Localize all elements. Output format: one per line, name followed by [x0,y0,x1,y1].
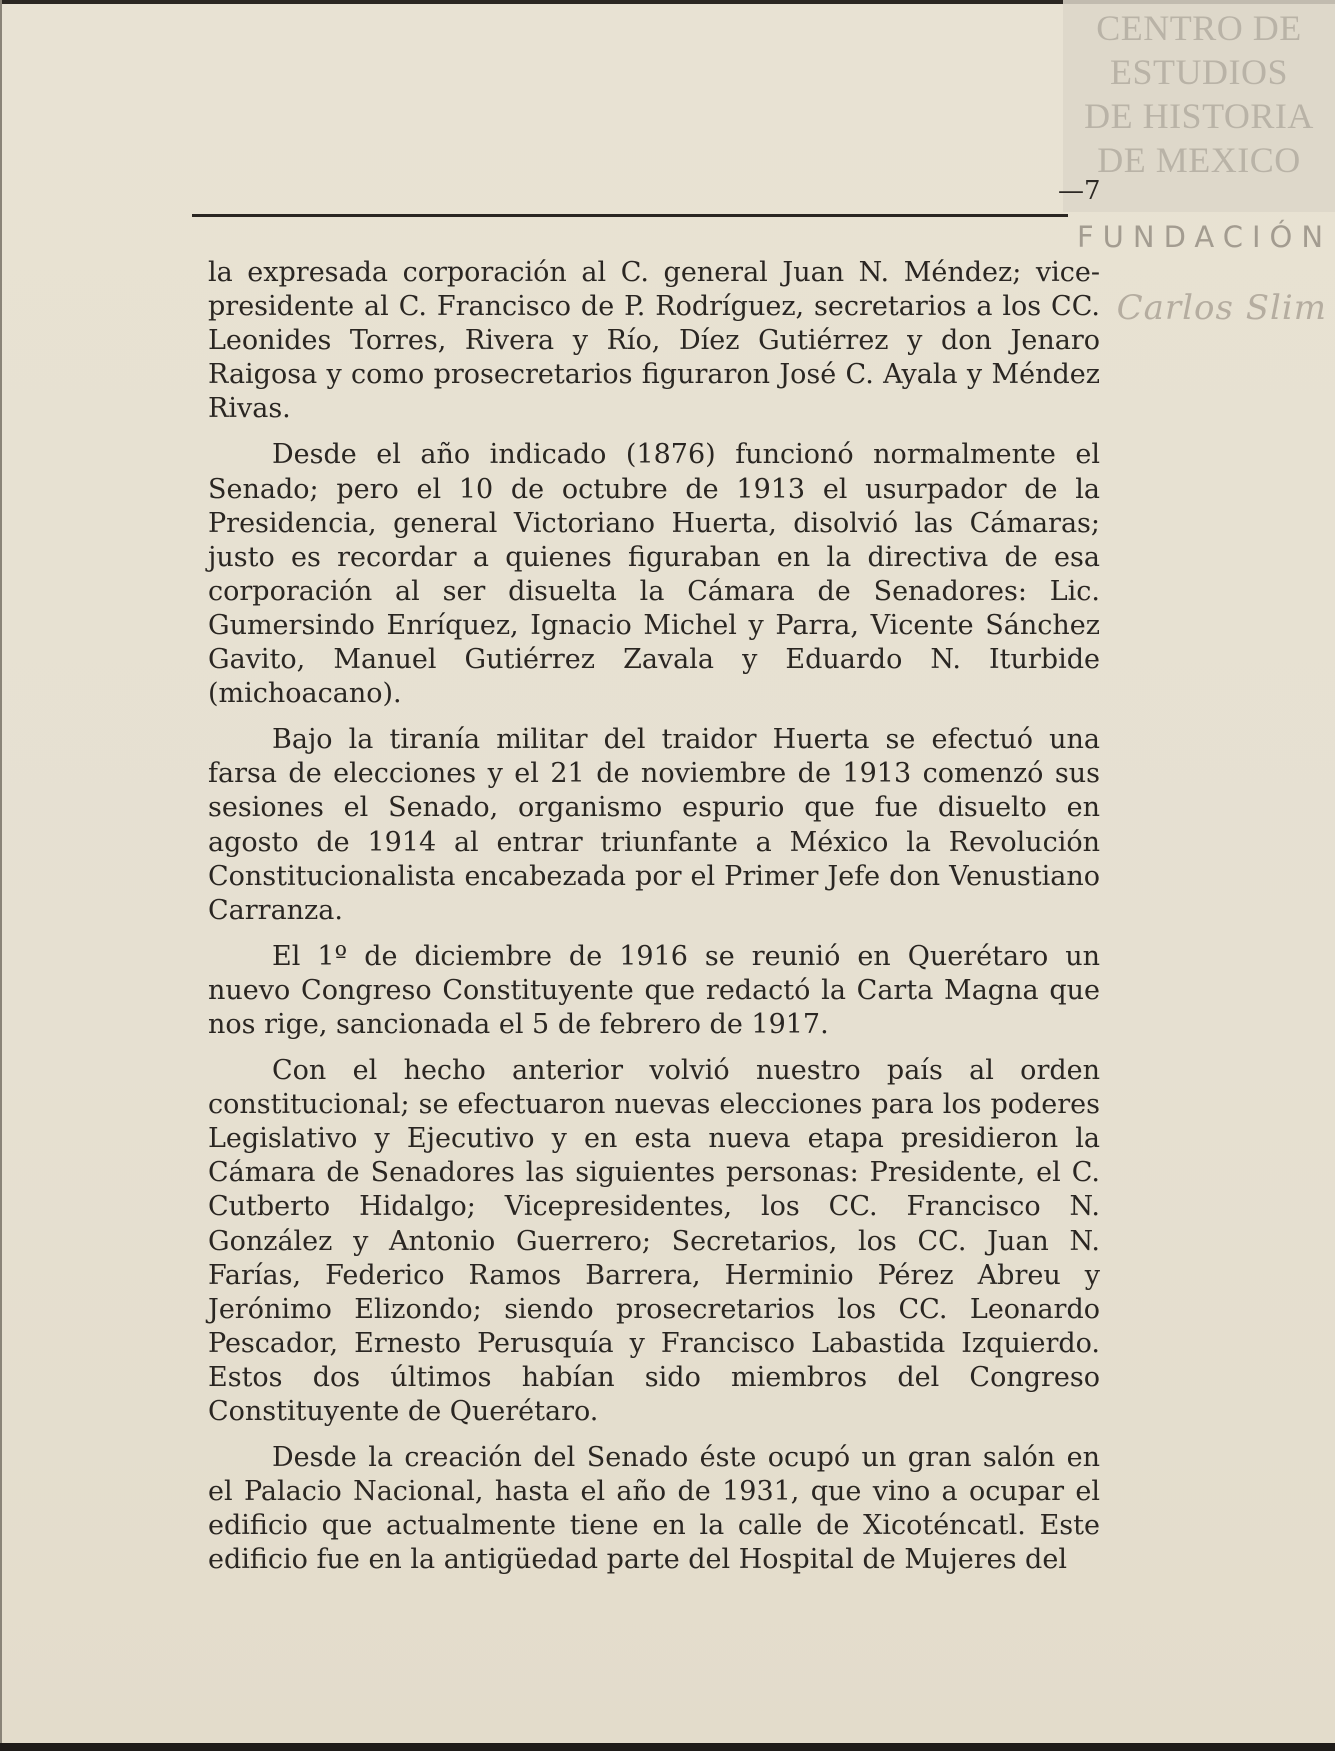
paragraph-2: Desde el año indicado (1876) funcionó normalmente el Senado; pero el 10 de octubre de 1913 el usurpador de la Presidencia, general Victoriano Huerta, disolvió las Cámaras; justo es recordar a quienes figuraban en la directiva de esa corporación al ser disuelta la Cámara de Senadores: Lic. Gumersindo Enríquez, Ignacio Michel y Parra, Vicente Sánchez Gavito, Manuel Gutiérrez Zavala y Eduardo N. Iturbide (michoacano). [208,439,1100,710]
body-text [208,256,1100,1577]
paragraph-3: Bajo la tiranía militar del traidor Huerta se efectuó una farsa de elecciones y el 21 de noviembre de 1913 comenzó sus sesiones el Senado, organismo espurio que fue disuelto en agosto de 1914 al entrar triunfante a México la Revolución Constitucionalista encabezada por el Primer Jefe don Venustiano Carranza. [208,724,1100,926]
watermark-signature: Carlos Slim [1116,288,1327,328]
watermark-fundacion: FUNDACIÓN [1077,220,1333,254]
page-left-edge [0,0,2,1751]
paragraph-4: El 1º de diciembre de 1916 se reunió en Querétaro un nuevo Congreso Constituyente que redactó la Carta Magna que nos rige, sancionada el 5 de febrero de 1917. [208,940,1100,1040]
watermark-line-1: CENTRO DE [1096,8,1302,48]
page-bottom-edge [0,1743,1335,1751]
page-number: —7 [1058,176,1101,206]
watermark-stamp [1063,0,1335,328]
watermark-line-3: DE HISTORIA [1084,96,1314,136]
watermark-line-4: DE MEXICO [1097,140,1301,180]
header-rule [192,214,1068,217]
watermark-line-2: ESTUDIOS [1109,52,1288,92]
paragraph-6: Desde la creación del Senado éste ocupó un gran salón en el Palacio Nacional, hasta el año de 1931, que vino a ocupar el edificio que actualmente tiene en la calle de Xicoténcatl. Este edificio fue en la antigüedad parte del Hospital de Mujeres del [208,1442,1100,1576]
paragraph-5: Con el hecho anterior volvió nuestro país al orden constitucional; se efectuaron nuevas elecciones para los poderes Legislativo y Ejecutivo y en esta nueva etapa presidieron la Cámara de Senadores las siguientes personas: Presidente, el C. Cutberto Hidalgo; Vicepresidentes, los CC. Francisco N. González y Antonio Guerrero; Secretarios, los CC. Juan N. Farías, Federico Ramos Barrera, Herminio Pérez Abreu y Jerónimo Elizondo; siendo prosecretarios los CC. Leonardo Pescador, Ernesto Perusquía y Francisco Labastida Izquierdo. Estos dos últimos habían sido miembros del Congreso Constituyente de Querétaro. [208,1055,1100,1427]
paragraph-1: la expresada corporación al C. general Juan N. Méndez; vice-presidente al C. Francisco de P. Rodríguez, secretarios a los CC. Leonides Torres, Rivera y Río, Díez Gutiérrez y don Jenaro Raigosa y como prosecretarios figuraron José C. Ayala y Méndez Rivas. [208,257,1100,425]
